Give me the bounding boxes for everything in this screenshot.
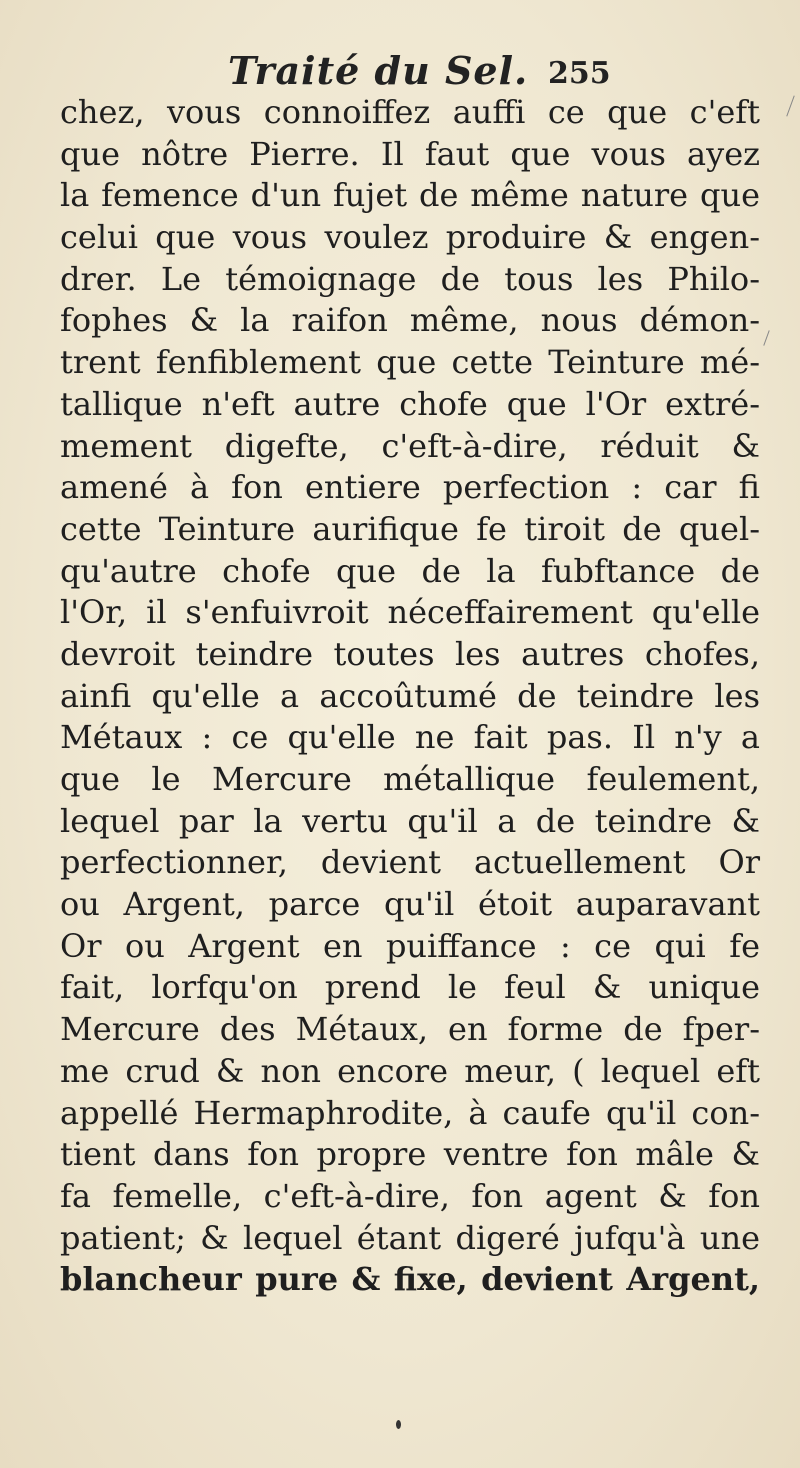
page-header xyxy=(0,48,800,98)
text-line: me crud & non encore meur, ( lequel eft xyxy=(60,1051,760,1090)
text-line: perfectionner, devient actuellement Or xyxy=(60,843,760,882)
text-line: cette Teinture aurifique fe tiroit de quel- xyxy=(60,509,760,548)
text-line: l'Or, il s'enfuivroit néceffairement qu'elle xyxy=(60,593,760,632)
text-line: devroit teindre toutes les autres chofes, xyxy=(60,634,760,673)
text-line: ainfi qu'elle a accoûtumé de teindre les xyxy=(60,676,760,715)
text-line: fophes & la raifon même, nous démon- xyxy=(60,301,760,340)
ink-dot-mark xyxy=(396,1420,401,1429)
text-line: Or ou Argent en puiffance : ce qui fe xyxy=(60,926,760,965)
text-line: que nôtre Pierre. Il faut que vous ayez xyxy=(60,134,760,173)
text-line: drer. Le témoignage de tous les Philo- xyxy=(60,259,760,298)
text-line: fa femelle, c'eft-à-dire, fon agent & fon xyxy=(60,1176,760,1215)
text-line: chez, vous connoiffez auffi ce que c'eft xyxy=(60,93,760,131)
text-line: celui que vous voulez produire & engen- xyxy=(60,218,760,257)
text-line: patient; & lequel étant digeré jufqu'à une xyxy=(60,1218,760,1257)
margin-stroke-mark xyxy=(786,95,794,116)
margin-stroke-mark xyxy=(763,330,769,345)
text-line: ou Argent, parce qu'il étoit auparavant xyxy=(60,885,760,924)
running-title: Traité du Sel. xyxy=(228,48,529,93)
text-line: Métaux : ce qu'elle ne fait pas. Il n'y a xyxy=(60,718,760,757)
page-number: 255 xyxy=(548,56,611,91)
text-line: mement digefte, c'eft-à-dire, réduit & xyxy=(60,426,760,465)
text-line: blancheur pure & fixe, devient Argent, xyxy=(60,1260,760,1299)
text-line: que le Mercure métallique feulement, xyxy=(60,760,760,798)
text-line: trent fenfiblement que cette Teinture mé- xyxy=(60,343,760,382)
body-text xyxy=(60,92,760,1301)
text-line: la femence d'un fujet de même nature que xyxy=(60,176,760,215)
text-line: qu'autre chofe que de la fubftance de xyxy=(60,551,760,590)
text-line: tient dans fon propre ventre fon mâle & xyxy=(60,1135,760,1174)
text-line: Mercure des Métaux, en forme de fper- xyxy=(60,1010,760,1049)
text-line: tallique n'eft autre chofe que l'Or extré- xyxy=(60,384,760,423)
text-line: fait, lorfqu'on prend le feul & unique xyxy=(60,968,760,1007)
text-line: lequel par la vertu qu'il a de teindre & xyxy=(60,801,760,840)
text-line: amené à fon entiere perfection : car fi xyxy=(60,468,760,507)
text-line: appellé Hermaphrodite, à caufe qu'il con- xyxy=(60,1093,760,1132)
